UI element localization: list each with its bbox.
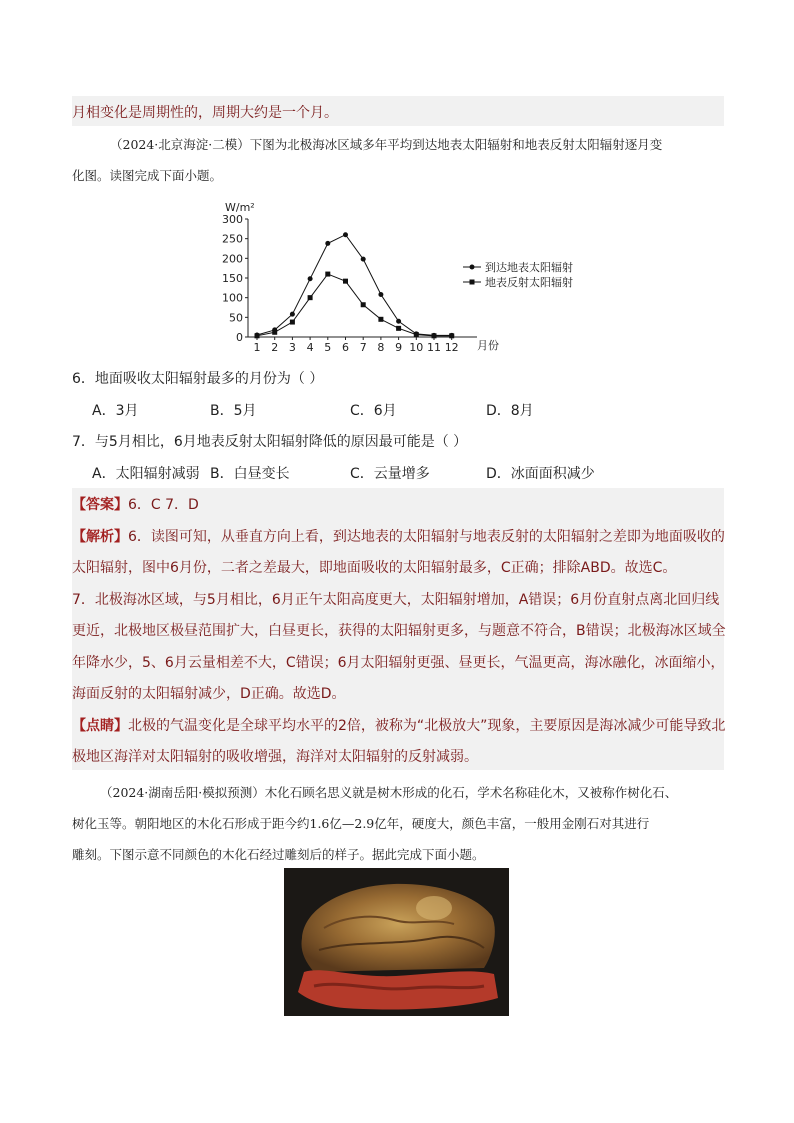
- series-0-point-7: [361, 257, 366, 262]
- answer-text: 6．C 7．D: [128, 497, 199, 513]
- note-line-1: [72, 715, 725, 735]
- intro2-line-1: （2024·湖南岳阳·模拟预测）木化石顾名思义就是树木形成的化石，学术名称硅化木，又被称作树化石、: [100, 785, 678, 800]
- series-0-point-9: [396, 319, 401, 324]
- series-1-point-3: [290, 320, 295, 325]
- answer-tag: 【答案】: [72, 497, 128, 513]
- x-tick-label-10: 10: [409, 341, 424, 354]
- series-1-point-8: [378, 317, 383, 322]
- x-tick-label-1: 1: [253, 341, 261, 354]
- intro-line-1: （2024·北京海淀·二模）下图为北极海冰区域多年平均到达地表太阳辐射和地表反射太阳辐射逐月变: [110, 137, 663, 152]
- series-1-point-2: [272, 330, 277, 335]
- series-0-point-8: [378, 292, 383, 297]
- answer-line: [72, 494, 199, 514]
- series-0-point-4: [308, 276, 313, 281]
- x-tick-label-6: 6: [342, 341, 349, 354]
- x-tick-label-2: 2: [271, 341, 279, 354]
- analysis-line-6: 海面反射的太阳辐射减少，D正确。故选D。: [72, 686, 346, 702]
- series-1-point-10: [414, 332, 419, 337]
- analysis-line-2: 太阳辐射，图中6月份，二者之差最大，即地面吸收的太阳辐射最多，C正确；排除ABD。故选C。: [72, 560, 677, 576]
- q6-option-b[interactable]: B．5月: [210, 403, 257, 419]
- series-line-1: [257, 274, 452, 336]
- legend-marker-reflect: [470, 280, 475, 285]
- y-tick-label-300: 300: [222, 213, 243, 226]
- petrified-wood-photo: [284, 868, 509, 1016]
- q7-option-d[interactable]: D．冰面面积减少: [486, 466, 595, 482]
- q7-option-b[interactable]: B．白昼变长: [210, 466, 290, 482]
- previous-answer-block: [72, 96, 724, 126]
- x-axis-unit: 月份: [477, 339, 499, 352]
- x-tick-label-8: 8: [377, 341, 385, 354]
- x-tick-label-9: 9: [395, 341, 403, 354]
- analysis-text-1: 6．读图可知，从垂直方向上看，到达地表的太阳辐射与地表反射的太阳辐射之差即为地面吸收的: [128, 529, 725, 545]
- series-line-0: [257, 235, 452, 336]
- q7-option-a[interactable]: A．太阳辐射减弱: [92, 466, 200, 482]
- analysis-line-3: 7．北极海冰区域，与5月相比，6月正午太阳高度更大，太阳辐射增加，A错误；6月份直射点离北回归线: [72, 592, 720, 608]
- y-tick-label-150: 150: [222, 272, 243, 285]
- intro-line-2: 化图。读图完成下面小题。: [72, 168, 223, 183]
- x-tick-label-5: 5: [324, 341, 332, 354]
- series-1-point-12: [449, 333, 454, 338]
- q6-option-a[interactable]: A．3月: [92, 403, 139, 419]
- legend-marker-arrive: [470, 265, 475, 270]
- previous-answer-text: 月相变化是周期性的，周期大约是一个月。: [72, 105, 338, 121]
- petrified-wood-illustration: [284, 868, 509, 1016]
- x-tick-label-3: 3: [288, 341, 296, 354]
- y-tick-label-250: 250: [222, 232, 243, 246]
- solution-block: [72, 488, 724, 770]
- series-1-point-4: [308, 295, 313, 300]
- analysis-line-4: 更近，北极地区极昼范围扩大，白昼更长，获得的太阳辐射更多，与题意不符合，B错误；北极海冰区域全: [72, 623, 726, 639]
- y-tick-label-0: 0: [236, 331, 243, 344]
- series-0-point-6: [343, 232, 348, 237]
- legend-label-reflect: 地表反射太阳辐射: [485, 276, 573, 289]
- series-0-point-3: [290, 312, 295, 317]
- q6-option-d[interactable]: D．8月: [486, 403, 534, 419]
- note-text-1: 北极的气温变化是全球平均水平的2倍，被称为“北极放大”现象，主要原因是海冰减少可能导致北: [128, 718, 726, 734]
- y-tick-label-50: 50: [229, 311, 243, 325]
- question-6-stem: 6．地面吸收太阳辐射最多的月份为（ ）: [72, 371, 324, 387]
- series-0-point-5: [325, 241, 330, 246]
- q6-option-c[interactable]: C．6月: [350, 403, 397, 419]
- legend-label-arrive: 到达地表太阳辐射: [485, 261, 573, 274]
- analysis-line-1: [72, 526, 725, 546]
- x-tick-label-7: 7: [359, 341, 367, 354]
- question-7-stem: 7．与5月相比，6月地表反射太阳辐射降低的原因最可能是（ ）: [72, 434, 468, 450]
- series-1-point-9: [396, 326, 401, 331]
- x-tick-label-12: 12: [444, 341, 459, 354]
- note-tag: 【点睛】: [72, 718, 128, 734]
- series-1-point-7: [361, 302, 366, 307]
- radiation-chart: [205, 197, 625, 357]
- y-tick-label-100: 100: [222, 291, 243, 305]
- intro2-line-3: 雕刻。下图示意不同颜色的木化石经过雕刻后的样子。据此完成下面小题。: [72, 847, 485, 862]
- analysis-line-5: 年降水少，5、6月云量相差不大，C错误；6月太阳辐射更强、昼更长，气温更高，海冰融化，冰面缩小，: [72, 655, 725, 671]
- x-tick-label-11: 11: [427, 341, 441, 354]
- y-tick-label-200: 200: [222, 252, 243, 266]
- note-line-2: 极地区海洋对太阳辐射的吸收增强，海洋对太阳辐射的反射减弱。: [72, 749, 478, 765]
- q7-option-c[interactable]: C．云量增多: [350, 466, 430, 482]
- analysis-tag: 【解析】: [72, 529, 128, 545]
- y-axis-unit: W/m²: [225, 201, 255, 214]
- series-1-point-1: [255, 333, 260, 338]
- series-1-point-6: [343, 279, 348, 284]
- x-tick-label-4: 4: [306, 341, 314, 354]
- series-1-point-11: [432, 333, 437, 338]
- series-1-point-5: [325, 272, 330, 277]
- intro2-line-2: 树化玉等。朝阳地区的木化石形成于距今约1.6亿—2.9亿年，硬度大，颜色丰富，一般用金刚石对其进行: [72, 816, 650, 831]
